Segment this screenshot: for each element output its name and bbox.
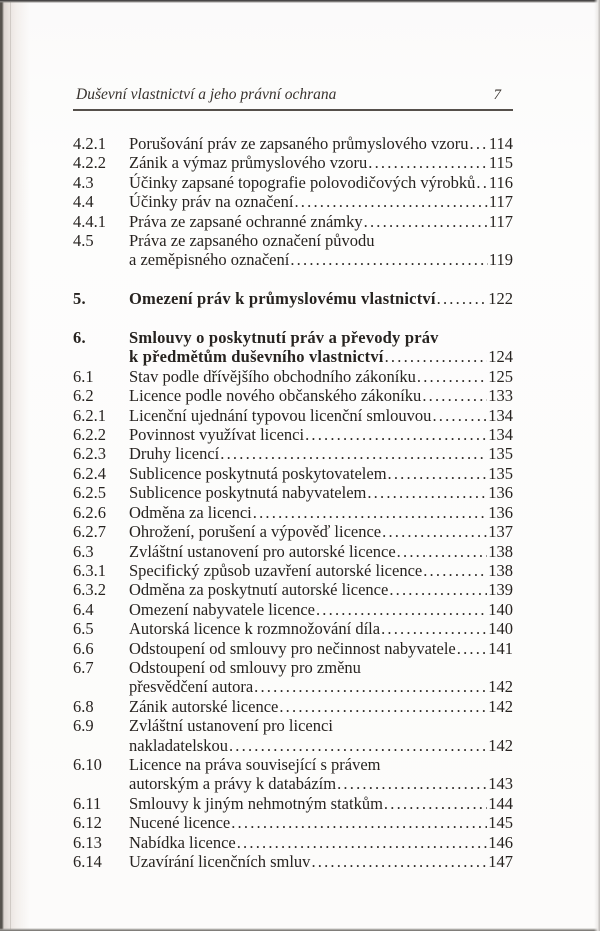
toc-entry <box>73 813 513 832</box>
toc-entry <box>73 483 513 502</box>
toc-entry-title: Druhy licencí <box>129 444 220 464</box>
toc-entry-title: Nabídka licence <box>129 832 236 852</box>
toc-entry-page: 146 <box>488 832 513 852</box>
page-number: 7 <box>493 87 501 103</box>
toc-entry-number: 6.2.1 <box>73 405 106 425</box>
toc-leader-dots <box>422 386 487 405</box>
toc-entry-number: 6.14 <box>73 852 102 871</box>
toc-entry <box>73 658 513 677</box>
toc-entry-number: 6.7 <box>73 657 94 677</box>
toc-entry-title: Odstoupení od smlouvy pro změnu <box>129 657 361 677</box>
toc-entry-title: Uzavírání licenčních smluv <box>129 852 311 871</box>
toc-chapter-entry-continuation <box>73 347 513 366</box>
toc-entry-page: 138 <box>488 560 513 580</box>
toc-chapter-entry <box>73 289 513 308</box>
toc-entry-page: 138 <box>488 541 513 561</box>
toc-entry-number: 6.12 <box>73 813 102 833</box>
toc-entry-title: Odměna za poskytnutí autorské licence <box>129 580 389 600</box>
table-of-contents <box>73 134 513 871</box>
toc-entry-page: 135 <box>488 444 513 464</box>
toc-entry-title: Práva ze zapsaného označení původu <box>129 231 375 251</box>
toc-leader-dots <box>368 153 488 172</box>
toc-leader-dots <box>364 212 488 231</box>
toc-leader-dots <box>253 503 487 522</box>
toc-entry-page: 142 <box>488 696 513 716</box>
toc-entry-title: Specifický způsob uzavření autorské licence <box>129 560 423 580</box>
toc-entry <box>73 173 513 192</box>
scan-edge-right <box>594 0 600 931</box>
toc-entry-page: 147 <box>488 852 513 871</box>
toc-entry-page: 143 <box>488 774 513 794</box>
toc-leader-dots <box>294 192 487 211</box>
toc-entry <box>73 406 513 425</box>
toc-leader-dots <box>389 580 487 599</box>
toc-entry-page: 114 <box>488 134 513 153</box>
toc-entry <box>73 386 513 405</box>
toc-entry-number: 4.2.1 <box>73 134 106 153</box>
toc-entry <box>73 425 513 444</box>
toc-leader-dots <box>388 464 488 483</box>
toc-entry-page: 141 <box>488 638 513 658</box>
toc-entry-number: 6.2 <box>73 386 94 406</box>
toc-entry-title: Účinky práv na označení <box>129 192 294 212</box>
toc-entry-title: Smlouvy o poskytnutí práv a převody práv <box>129 328 439 348</box>
toc-entry-title: autorským a právy k databázím <box>129 774 337 794</box>
toc-entry-number: 6.5 <box>73 619 94 639</box>
toc-leader-dots <box>381 619 487 638</box>
toc-entry-number: 6.2.5 <box>73 483 106 503</box>
toc-entry-number: 4.4.1 <box>73 211 106 231</box>
toc-entry-continuation <box>73 736 513 755</box>
toc-leader-dots <box>367 483 487 502</box>
toc-entry-page: 145 <box>488 813 513 833</box>
page-header <box>73 86 513 104</box>
toc-leader-dots <box>476 173 487 192</box>
toc-entry-number: 4.2.2 <box>73 153 106 173</box>
toc-entry-number: 6.2.6 <box>73 502 106 522</box>
toc-leader-dots <box>417 367 487 386</box>
toc-entry-title: Sublicence poskytnutá nabyvatelem <box>129 483 367 503</box>
toc-entry <box>73 561 513 580</box>
toc-entry <box>73 580 513 599</box>
toc-entry-title: Licenční ujednání typovou licenční smlouvou <box>129 405 432 425</box>
toc-entry-number: 4.3 <box>73 172 94 192</box>
toc-entry-page: 116 <box>488 172 513 192</box>
toc-entry <box>73 192 513 211</box>
toc-entry <box>73 367 513 386</box>
header-rule <box>73 109 513 111</box>
toc-entry-page: 144 <box>488 793 513 813</box>
toc-entry-number: 6.9 <box>73 716 94 736</box>
toc-entry <box>73 542 513 561</box>
toc-leader-dots <box>316 600 487 619</box>
toc-entry-page: 117 <box>488 192 513 212</box>
toc-entry <box>73 212 513 231</box>
toc-leader-dots <box>279 697 487 716</box>
toc-entry-title: Sublicence poskytnutá poskytovatelem <box>129 463 387 483</box>
toc-leader-dots <box>397 542 488 561</box>
toc-entry-page: 122 <box>488 289 513 309</box>
toc-entry-continuation <box>73 774 513 793</box>
toc-leader-dots <box>311 852 487 871</box>
page-content <box>73 86 513 871</box>
toc-entry-page: 119 <box>488 250 513 270</box>
toc-entry-number: 6.3 <box>73 541 94 561</box>
toc-entry-title: nakladatelskou <box>129 735 228 755</box>
toc-leader-dots <box>423 561 487 580</box>
toc-entry <box>73 716 513 735</box>
scan-edge-left-line <box>10 0 11 931</box>
toc-entry-number: 6.3.2 <box>73 580 106 600</box>
toc-entry-number: 6.1 <box>73 366 94 386</box>
toc-entry-number: 5. <box>73 289 86 309</box>
scan-edge-left <box>0 0 30 931</box>
toc-entry-number: 6.2.4 <box>73 463 106 483</box>
toc-entry-title: Povinnost využívat licenci <box>129 425 305 445</box>
toc-entry <box>73 444 513 463</box>
toc-entry-page: 117 <box>488 211 513 231</box>
toc-entry-page: 134 <box>488 425 513 445</box>
toc-entry-title: Omezení nabyvatele licence <box>129 599 315 619</box>
toc-entry-title: Autorská licence k rozmnožování díla <box>129 619 381 639</box>
toc-entry-page: 137 <box>488 522 513 542</box>
toc-leader-dots <box>237 833 488 852</box>
toc-leader-dots <box>457 639 488 658</box>
toc-entry <box>73 833 513 852</box>
toc-leader-dots <box>290 250 488 269</box>
toc-entry <box>73 697 513 716</box>
toc-entry <box>73 522 513 541</box>
toc-entry <box>73 755 513 774</box>
toc-entry-title: a zeměpisného označení <box>129 250 290 270</box>
toc-entry <box>73 503 513 522</box>
toc-entry-number: 6.4 <box>73 599 94 619</box>
toc-entry-title: Porušování práv ze zapsaného průmyslového vzoru <box>129 134 469 153</box>
toc-entry-page: 136 <box>488 502 513 522</box>
toc-entry-title: Smlouvy k jiným nehmotným statkům <box>129 793 383 813</box>
toc-entry-title: Ohrožení, porušení a výpověď licence <box>129 522 382 542</box>
toc-entry <box>73 464 513 483</box>
toc-entry <box>73 153 513 172</box>
running-title: Duševní vlastnictví a jeho právní ochrana <box>76 86 337 103</box>
toc-leader-dots <box>384 794 487 813</box>
toc-entry-title: Práva ze zapsané ochranné známky <box>129 211 363 231</box>
toc-leader-dots <box>254 677 487 696</box>
toc-chapter-entry <box>73 328 513 347</box>
toc-entry <box>73 600 513 619</box>
toc-entry-number: 4.5 <box>73 231 94 251</box>
toc-entry-page: 136 <box>488 483 513 503</box>
toc-entry-page: 142 <box>488 735 513 755</box>
toc-entry-title: Zánik a výmaz průmyslového vzoru <box>129 153 368 173</box>
toc-entry-page: 140 <box>488 619 513 639</box>
toc-entry-title: k předmětům duševního vlastnictví <box>129 347 384 367</box>
toc-entry-continuation <box>73 677 513 696</box>
toc-entry-number: 6.6 <box>73 638 94 658</box>
toc-entry-title: Omezení práv k průmyslovému vlastnictví <box>129 289 436 309</box>
toc-entry-number: 4.4 <box>73 192 94 212</box>
toc-entry <box>73 619 513 638</box>
toc-entry-number: 6.8 <box>73 696 94 716</box>
toc-leader-dots <box>305 425 487 444</box>
toc-entry-number: 6.10 <box>73 754 102 774</box>
toc-leader-dots <box>437 289 488 308</box>
toc-entry-number: 6.11 <box>73 793 102 813</box>
toc-entry <box>73 639 513 658</box>
toc-entry-page: 124 <box>488 347 513 367</box>
toc-entry-page: 135 <box>488 463 513 483</box>
toc-entry-title: Účinky zapsané topografie polovodičových výrobků <box>129 172 476 192</box>
toc-entry-number: 6.2.2 <box>73 425 106 445</box>
toc-entry-title: Odměna za licenci <box>129 502 252 522</box>
toc-entry-page: 115 <box>488 153 513 173</box>
toc-entry-page: 134 <box>488 405 513 425</box>
toc-entry <box>73 134 513 153</box>
toc-leader-dots <box>231 813 487 832</box>
toc-entry-number: 6.2.7 <box>73 522 106 542</box>
toc-leader-dots <box>470 134 488 153</box>
toc-entry-number: 6.13 <box>73 832 102 852</box>
toc-entry-page: 133 <box>488 386 513 406</box>
toc-leader-dots <box>382 522 487 541</box>
toc-entry-title: Zvláštní ustanovení pro licenci <box>129 716 333 736</box>
toc-entry <box>73 852 513 871</box>
toc-leader-dots <box>229 736 487 755</box>
toc-entry-page: 125 <box>488 366 513 386</box>
toc-entry-title: Licence na práva související s právem <box>129 754 381 774</box>
toc-entry-number: 6. <box>73 328 86 348</box>
toc-leader-dots <box>220 444 487 463</box>
toc-entry-page: 142 <box>488 677 513 697</box>
toc-entry-title: Stav podle dřívějšího obchodního zákoníku <box>129 366 416 386</box>
toc-entry-title: Licence podle nového občanského zákoníku <box>129 386 422 406</box>
toc-entry-title: Zánik autorské licence <box>129 696 279 716</box>
toc-leader-dots <box>385 347 488 366</box>
toc-entry-title: Nucené licence <box>129 813 231 833</box>
toc-leader-dots <box>337 774 487 793</box>
toc-entry-page: 140 <box>488 599 513 619</box>
toc-entry-title: přesvědčení autora <box>129 677 254 697</box>
toc-entry-title: Zvláštní ustanovení pro autorské licence <box>129 541 396 561</box>
toc-entry-number: 6.2.3 <box>73 444 106 464</box>
toc-entry-page: 139 <box>488 580 513 600</box>
toc-entry-title: Odstoupení od smlouvy pro nečinnost nabyvatele <box>129 638 456 658</box>
toc-entry-number: 6.3.1 <box>73 560 106 580</box>
toc-entry <box>73 794 513 813</box>
toc-entry <box>73 231 513 250</box>
toc-entry-continuation <box>73 250 513 269</box>
scan-edge-top <box>0 0 600 3</box>
toc-leader-dots <box>432 406 487 425</box>
